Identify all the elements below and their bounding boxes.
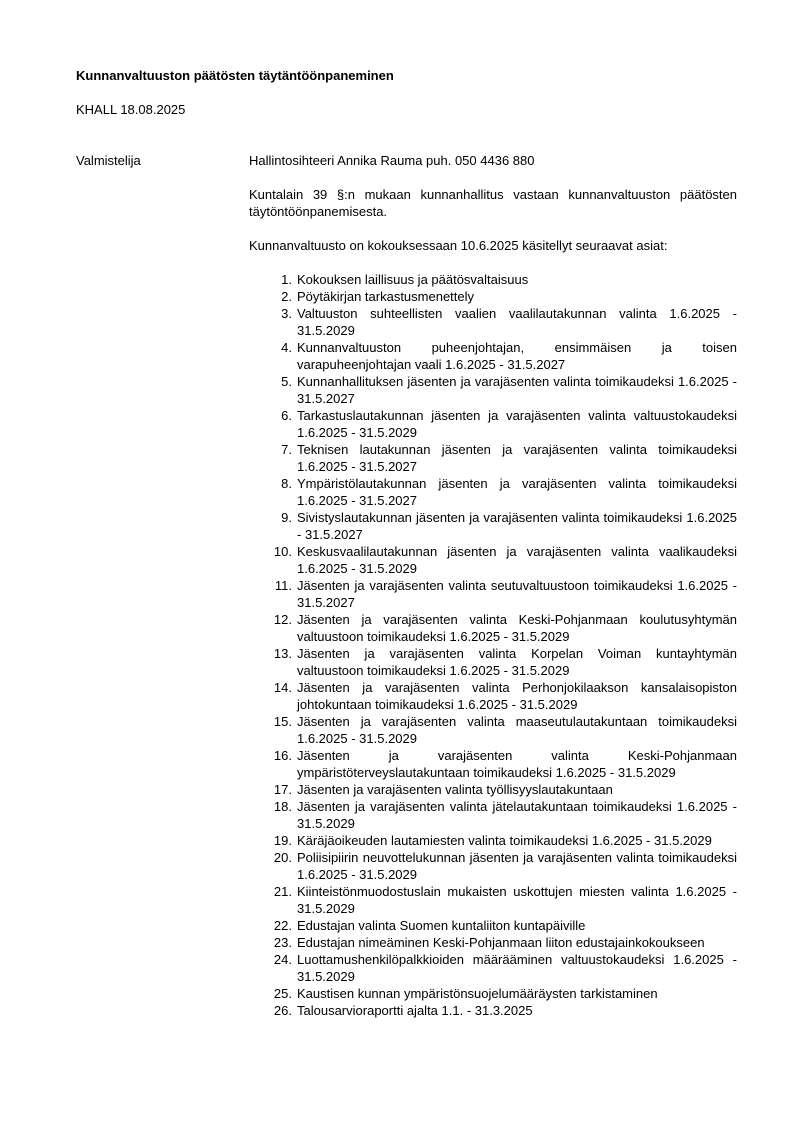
agenda-item-text: Jäsenten ja varajäsenten valinta työllisyyslautakuntaan xyxy=(297,782,613,797)
agenda-item-text: Kokouksen laillisuus ja päätösvaltaisuus xyxy=(297,272,529,287)
agenda-item-number: 5. xyxy=(281,374,292,389)
agenda-item-number: 16. xyxy=(273,748,292,763)
agenda-item xyxy=(249,985,737,1002)
meeting-reference: KHALL 18.08.2025 xyxy=(76,102,186,117)
preparer-label: Valmistelija xyxy=(76,153,141,168)
agenda-item-number: 23. xyxy=(273,935,292,950)
document-body xyxy=(249,152,737,1019)
agenda-item xyxy=(249,798,737,832)
agenda-item xyxy=(249,713,737,747)
agenda-item-text: Jäsenten ja varajäsenten valinta Keski-Pohjanmaan ympäristöterveyslautakuntaan toimikaudeksi 1.6.2025 - 31.5.2029 xyxy=(297,748,737,780)
agenda-item xyxy=(249,339,737,373)
agenda-item-text: Kunnanhallituksen jäsenten ja varajäsenten valinta toimikaudeksi 1.6.2025 - 31.5.2027 xyxy=(297,374,737,406)
agenda-item xyxy=(249,645,737,679)
agenda-item-number: 24. xyxy=(273,952,292,967)
agenda-item-number: 17. xyxy=(273,782,292,797)
agenda-item-text: Talousarvioraportti ajalta 1.1. - 31.3.2025 xyxy=(297,1003,533,1018)
agenda-item-number: 18. xyxy=(273,799,292,814)
agenda-item-number: 19. xyxy=(273,833,292,848)
agenda-item xyxy=(249,407,737,441)
agenda-item-number: 20. xyxy=(273,850,292,865)
document-title: Kunnanvaltuuston päätösten täytäntöönpaneminen xyxy=(76,68,394,83)
agenda-item xyxy=(249,577,737,611)
agenda-item xyxy=(249,883,737,917)
agenda-item-number: 2. xyxy=(281,289,292,304)
agenda-item xyxy=(249,373,737,407)
agenda-item-text: Edustajan valinta Suomen kuntaliiton kuntapäiville xyxy=(297,918,586,933)
agenda-item-text: Jäsenten ja varajäsenten valinta maaseutulautakuntaan toimikaudeksi 1.6.2025 - 31.5.2029 xyxy=(297,714,737,746)
paragraph-meeting: Kunnanvaltuusto on kokouksessaan 10.6.2025 käsitellyt seuraavat asiat: xyxy=(249,238,668,253)
agenda-item xyxy=(249,917,737,934)
agenda-item-text: Tarkastuslautakunnan jäsenten ja varajäsenten valinta valtuustokaudeksi 1.6.2025 - 31.5.2029 xyxy=(297,408,737,440)
agenda-item-text: Teknisen lautakunnan jäsenten ja varajäsenten valinta toimikaudeksi 1.6.2025 - 31.5.2027 xyxy=(297,442,737,474)
agenda-item-number: 12. xyxy=(273,612,292,627)
agenda-item xyxy=(249,441,737,475)
agenda-item-text: Jäsenten ja varajäsenten valinta Perhonjokilaakson kansalaisopiston johtokuntaan toimikaudeksi 1.6.2025 - 31.5.2029 xyxy=(297,680,737,712)
agenda-item-number: 13. xyxy=(273,646,292,661)
agenda-item xyxy=(249,543,737,577)
agenda-item-text: Edustajan nimeäminen Keski-Pohjanmaan liiton edustajainkokoukseen xyxy=(297,935,705,950)
agenda-item-text: Sivistyslautakunnan jäsenten ja varajäsenten valinta toimikaudeksi 1.6.2025 - 31.5.2027 xyxy=(297,510,737,542)
agenda-item xyxy=(249,747,737,781)
agenda-item-text: Jäsenten ja varajäsenten valinta Korpelan Voiman kuntayhtymän valtuustoon toimikaudeksi 1.6.2025 - 31.5.2029 xyxy=(297,646,737,678)
preparer-contact: Hallintosihteeri Annika Rauma puh. 050 4436 880 xyxy=(249,153,535,168)
agenda-item-text: Poliisipiirin neuvottelukunnan jäsenten ja varajäsenten valinta toimikaudeksi 1.6.2025 - 31.5.2029 xyxy=(297,850,737,882)
agenda-item xyxy=(249,781,737,798)
agenda-item-text: Jäsenten ja varajäsenten valinta seutuvaltuustoon toimikaudeksi 1.6.2025 - 31.5.2027 xyxy=(297,578,737,610)
agenda-item-text: Keskusvaalilautakunnan jäsenten ja varajäsenten valinta vaalikaudeksi 1.6.2025 - 31.5.2029 xyxy=(297,544,737,576)
agenda-item-text: Valtuuston suhteellisten vaalien vaalilautakunnan valinta 1.6.2025 - 31.5.2029 xyxy=(297,306,737,338)
agenda-item-number: 1. xyxy=(281,272,292,287)
agenda-item-number: 8. xyxy=(281,476,292,491)
agenda-item-number: 25. xyxy=(273,986,292,1001)
agenda-item-number: 4. xyxy=(281,340,292,355)
agenda-item-number: 26. xyxy=(273,1003,292,1018)
agenda-item xyxy=(249,1002,737,1019)
agenda-list xyxy=(249,271,737,1019)
agenda-item xyxy=(249,271,737,288)
agenda-item xyxy=(249,475,737,509)
agenda-item-number: 7. xyxy=(281,442,292,457)
agenda-item xyxy=(249,934,737,951)
agenda-item-number: 10. xyxy=(273,544,292,559)
agenda-item-number: 14. xyxy=(273,680,292,695)
agenda-item-text: Kunnanvaltuuston puheenjohtajan, ensimmäisen ja toisen varapuheenjohtajan vaali 1.6.2025 - 31.5.2027 xyxy=(297,340,737,372)
agenda-item-text: Jäsenten ja varajäsenten valinta jätelautakuntaan toimikaudeksi 1.6.2025 - 31.5.2029 xyxy=(297,799,737,831)
agenda-item xyxy=(249,288,737,305)
agenda-item xyxy=(249,679,737,713)
agenda-item-number: 21. xyxy=(273,884,292,899)
agenda-item xyxy=(249,305,737,339)
agenda-item xyxy=(249,832,737,849)
agenda-item-text: Kiinteistönmuodostuslain mukaisten uskottujen miesten valinta 1.6.2025 - 31.5.2029 xyxy=(297,884,737,916)
agenda-item-text: Kaustisen kunnan ympäristönsuojelumääräysten tarkistaminen xyxy=(297,986,658,1001)
agenda-item-text: Pöytäkirjan tarkastusmenettely xyxy=(297,289,475,304)
agenda-item xyxy=(249,509,737,543)
agenda-item-text: Luottamushenkilöpalkkioiden määrääminen valtuustokaudeksi 1.6.2025 - 31.5.2029 xyxy=(297,952,737,984)
agenda-item-number: 22. xyxy=(273,918,292,933)
agenda-item-number: 6. xyxy=(281,408,292,423)
agenda-item-text: Jäsenten ja varajäsenten valinta Keski-Pohjanmaan koulutusyhtymän valtuustoon toimikaudeksi 1.6.2025 - 31.5.2029 xyxy=(297,612,737,644)
paragraph-law: Kuntalain 39 §:n mukaan kunnanhallitus vastaan kunnanvaltuuston päätösten täytöntöönpanemisesta. xyxy=(249,187,737,219)
agenda-item xyxy=(249,611,737,645)
agenda-item-number: 9. xyxy=(281,510,292,525)
agenda-item-text: Käräjäoikeuden lautamiesten valinta toimikaudeksi 1.6.2025 - 31.5.2029 xyxy=(297,833,712,848)
agenda-item-number: 3. xyxy=(281,306,292,321)
agenda-item xyxy=(249,849,737,883)
agenda-item-number: 15. xyxy=(273,714,292,729)
agenda-item-text: Ympäristölautakunnan jäsenten ja varajäsenten valinta toimikaudeksi 1.6.2025 - 31.5.2027 xyxy=(297,476,737,508)
agenda-item-number: 11. xyxy=(274,578,292,593)
agenda-item xyxy=(249,951,737,985)
